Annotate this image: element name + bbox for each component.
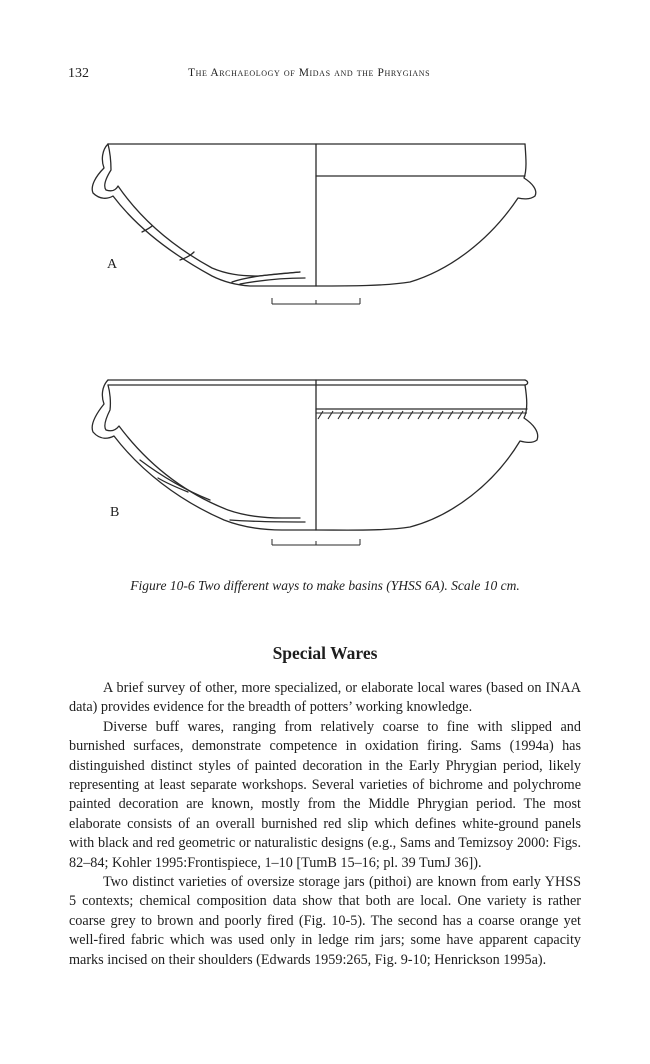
basin-b-drawing [0,374,650,554]
figure-label-a: A [107,257,118,272]
running-title: The Archaeology of Midas and the Phrygians [188,67,431,79]
page-number: 132 [68,66,89,81]
body-text [69,679,581,970]
figure-caption: Figure 10-6 Two different ways to make basins (YHSS 6A). Scale 10 cm. [130,578,520,593]
section-heading: Special Wares [272,643,378,663]
paragraph: Diverse buff wares, ranging from relatively coarse to fine with slipped and burnished surfaces, demonstrate competence in oxidation firing. Sams (1994a) has distinguished distinct styles of painted decoration in the Early Phrygian period, likely representing at least separate workshops. Several varieties of bichrome and polychrome painted decoration are known, mostly from the Middle Phrygian period. The most elaborate consists of an overall burnished red slip which defines white-ground panels with black and red geometric or naturalistic designs (e.g., Sams and Temizsoy 2000: Figs. 82–84; Kohler 1995:Frontispiece, 1–10 [TumB 15–16; pl. 39 TumJ 36]). [69,718,581,871]
figure-label-b: B [110,505,120,520]
paragraph: Two distinct varieties of oversize storage jars (pithoi) are known from early YHSS 5 contexts; chemical composition data show that both are local. One variety is rather coarse grey to brown and poorly fired (Fig. 10-5). The second has a coarse orange yet well-fired fabric which was used only in ledge rim jars; some have apparent capacity marks incised on their shoulders (Edwards 1959:265, Fig. 9-10; Henrickson 1995a). [69,874,581,968]
basin-a-drawing [0,140,650,320]
paragraph: A brief survey of other, more specialized, or elaborate local wares (based on INAA data) provides evidence for the breadth of potters’ working knowledge. [69,680,581,716]
running-header [0,66,650,86]
